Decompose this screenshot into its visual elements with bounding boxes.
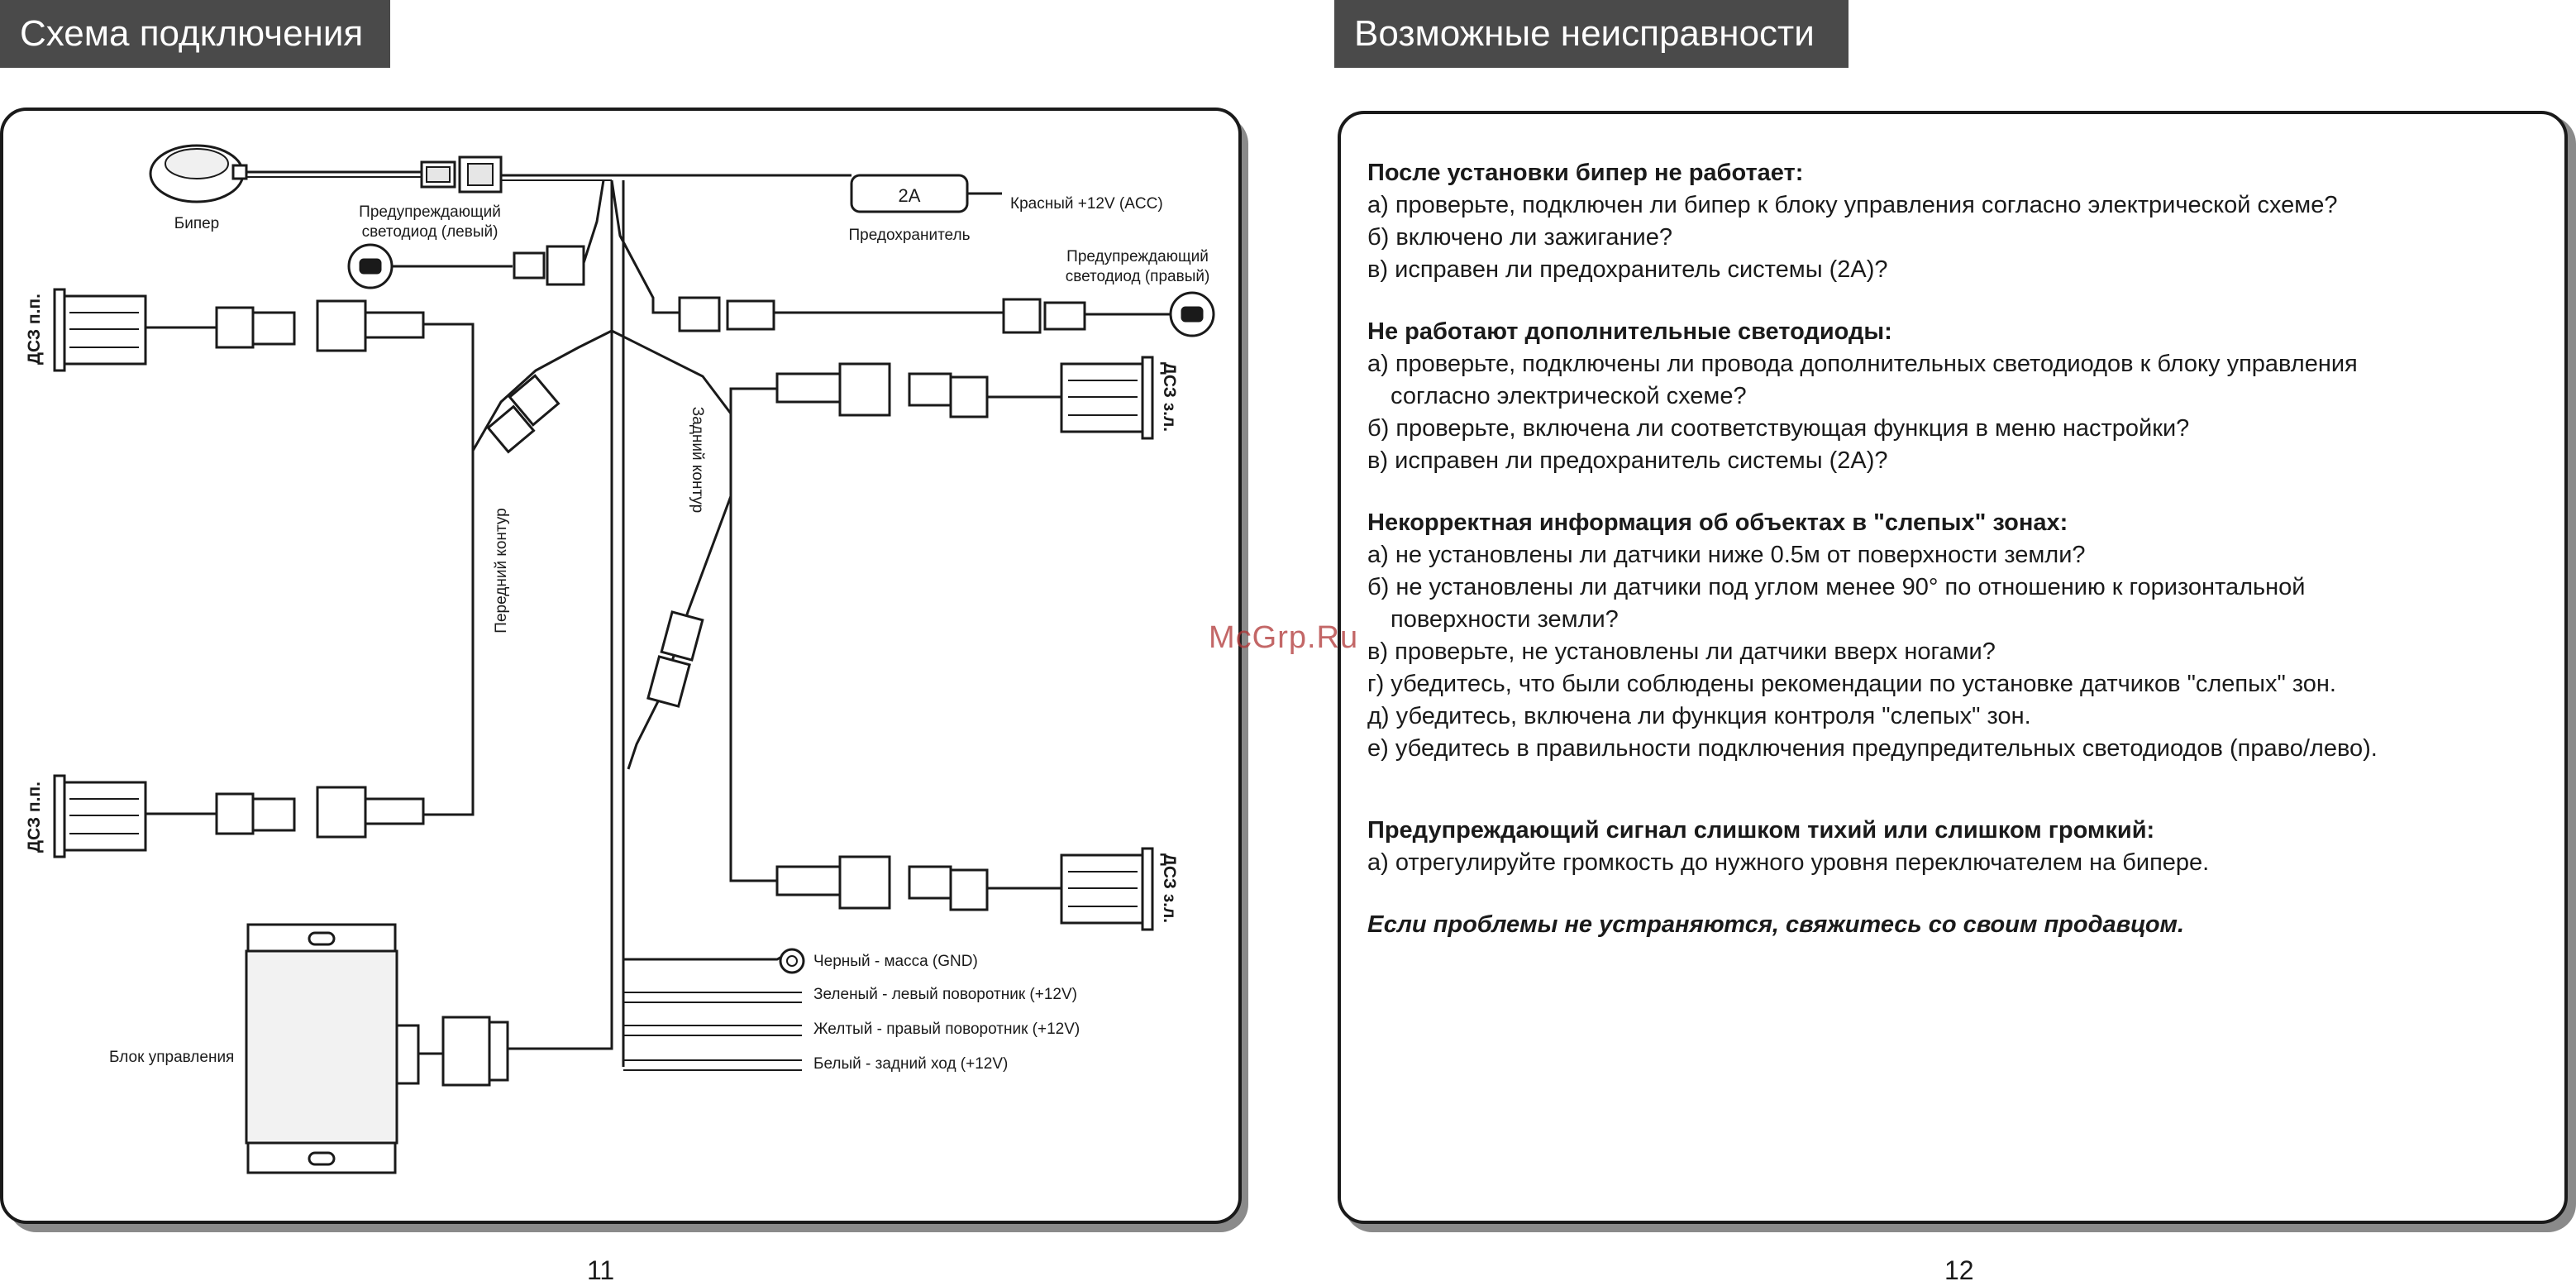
page-header-right: Возможные неисправности xyxy=(1334,0,1849,68)
rear-loop-label: Задний контур xyxy=(689,406,706,514)
wire-white-label: Белый - задний ход (+12V) xyxy=(813,1055,1009,1073)
connector-rear-top xyxy=(777,364,987,417)
issue-section-leds xyxy=(1367,316,2541,477)
beeper-label: Бипер xyxy=(174,215,220,232)
warning-led-left-label-2: светодиод (левый) xyxy=(361,223,499,241)
issue-line: г) убедитесь, что были соблюдены рекомендации по установке датчиков "слепых" зон. xyxy=(1367,671,2336,697)
front-loop-label: Передний контур xyxy=(493,508,510,633)
issue-title: Предупреждающий сигнал слишком тихий или слишком громкий: xyxy=(1367,817,2155,844)
issue-line: а) отрегулируйте громкость до нужного уровня переключателем на бипере. xyxy=(1367,849,2210,876)
warning-led-left-icon xyxy=(349,245,392,288)
fuse-value: 2А xyxy=(898,185,921,206)
page-header-left: Схема подключения xyxy=(0,0,390,68)
red-wire-label: Красный +12V (ACC) xyxy=(1010,195,1163,213)
troubleshooting-list xyxy=(1367,157,2541,941)
connector-front-top xyxy=(217,301,423,351)
wire-green-label: Зеленый - левый поворотник (+12V) xyxy=(813,986,1077,1003)
connector-front-bottom xyxy=(217,787,423,837)
sensor-front-top xyxy=(55,289,145,371)
page-number-right: 12 xyxy=(1944,1255,1974,1285)
connector-beeper xyxy=(422,157,501,192)
issue-section-blind-zones xyxy=(1367,507,2541,765)
sensor-rear-bottom xyxy=(1061,849,1152,930)
issue-line: б) проверьте, включена ли соответствующая функция в меню настройки? xyxy=(1367,415,2190,442)
warning-led-left-label-1: Предупреждающий xyxy=(359,203,501,221)
issue-line: а) проверьте, подключены ли провода дополнительных светодиодов к блоку управления xyxy=(1367,351,2358,377)
issue-title: Не работают дополнительные светодиоды: xyxy=(1367,318,1892,345)
sensor-front-top-label: ДСЗ п.п. xyxy=(25,294,44,365)
sensor-rear-top-label: ДСЗ з.л. xyxy=(1160,361,1179,433)
beeper-icon xyxy=(150,146,246,202)
issue-section-beeper xyxy=(1367,157,2541,286)
connector-front-trunk xyxy=(488,375,558,452)
control-unit-label: Блок управления xyxy=(109,1049,235,1066)
issue-line: в) исправен ли предохранитель системы (2А)? xyxy=(1367,447,1888,474)
issue-line: д) убедитесь, включена ли функция контроля "слепых" зон. xyxy=(1367,703,2031,729)
control-unit-icon xyxy=(246,925,508,1173)
fuse-label: Предохранитель xyxy=(848,227,971,244)
wire-yellow-label: Желтый - правый поворотник (+12V) xyxy=(813,1021,1080,1038)
warning-led-right-icon xyxy=(1171,293,1214,336)
issue-title: После установки бипер не работает: xyxy=(1367,160,1804,186)
issue-line: поверхности земли? xyxy=(1391,606,1619,633)
issue-line: а) проверьте, подключен ли бипер к блоку управления согласно электрической схеме? xyxy=(1367,192,2338,218)
sensor-front-bottom xyxy=(55,776,145,857)
wire-black-label: Черный - масса (GND) xyxy=(813,953,978,970)
issue-section-volume xyxy=(1367,815,2541,879)
issue-title: Некорректная информация об объектах в "слепых" зонах: xyxy=(1367,509,2068,536)
connector-rear-bottom xyxy=(777,857,987,910)
page-number-left: 11 xyxy=(587,1255,615,1285)
issue-line: согласно электрической схеме? xyxy=(1391,383,1747,409)
issue-line: в) исправен ли предохранитель системы (2А)? xyxy=(1367,256,1888,283)
warning-led-right-label-2: светодиод (правый) xyxy=(1065,268,1210,285)
sensor-front-bottom-label: ДСЗ п.п. xyxy=(25,782,44,853)
connector-rear-trunk xyxy=(648,612,703,706)
issue-line: б) не установлены ли датчики под углом менее 90° по отношению к горизонтальной xyxy=(1367,574,2306,600)
issue-line: б) включено ли зажигание? xyxy=(1367,224,1672,251)
issue-line: е) убедитесь в правильности подключения предупредительных светодиодов (право/лево). xyxy=(1367,735,2378,762)
watermark: McGrp.Ru xyxy=(1209,620,1359,655)
issue-line: а) не установлены ли датчики ниже 0.5м от поверхности земли? xyxy=(1367,542,2086,568)
sensor-rear-top xyxy=(1061,357,1152,438)
connector-led-left xyxy=(514,246,584,284)
warning-led-right-label-1: Предупреждающий xyxy=(1066,248,1209,265)
issue-line: в) проверьте, не установлены ли датчики вверх ногами? xyxy=(1367,638,1996,665)
sensor-rear-bottom-label: ДСЗ з.л. xyxy=(1160,853,1179,924)
wiring-diagram xyxy=(0,108,1248,1232)
final-note: Если проблемы не устраняются, свяжитесь со своим продавцом. xyxy=(1367,911,2185,938)
connector-led-right xyxy=(680,298,1085,332)
